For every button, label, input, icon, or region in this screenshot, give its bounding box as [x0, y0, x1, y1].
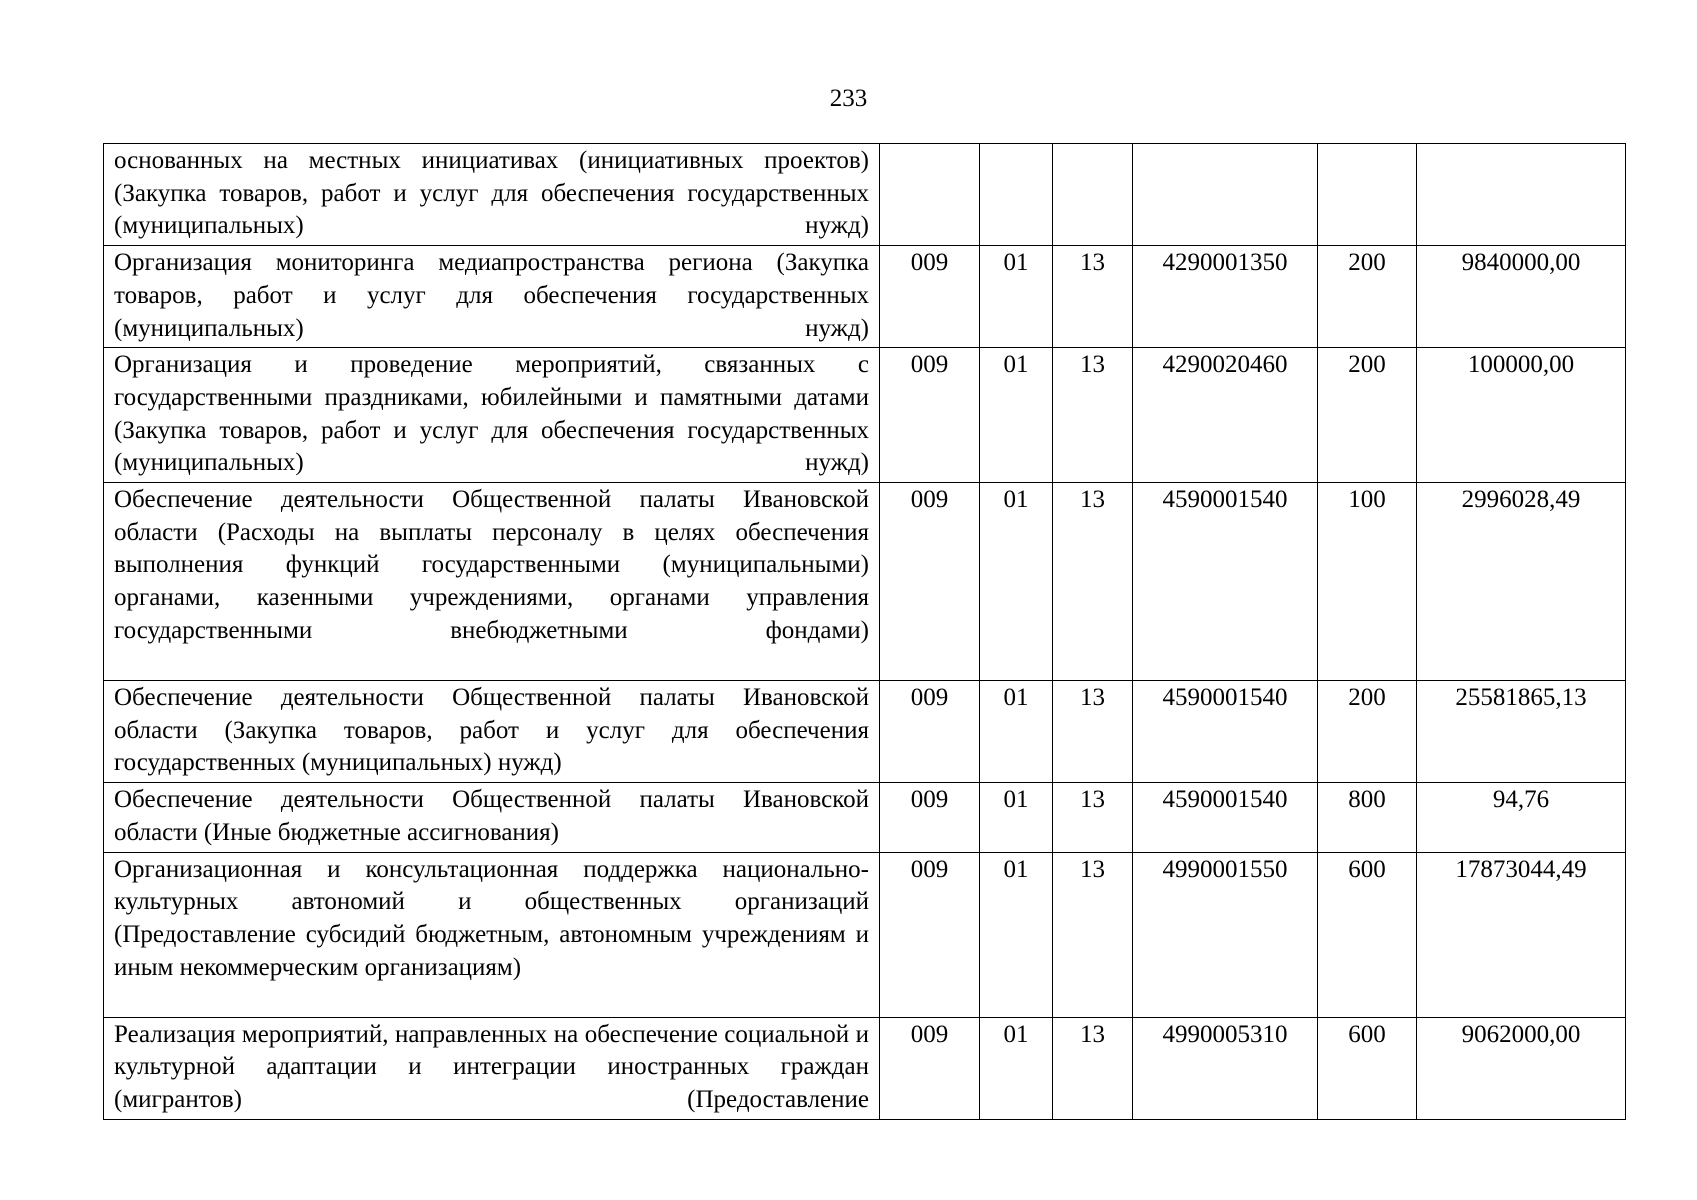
subsection-code: 13 — [1053, 483, 1133, 681]
table-row — [104, 246, 1626, 348]
section-code: 01 — [980, 348, 1053, 483]
ministry-code: 009 — [880, 681, 980, 783]
ministry-code: 009 — [880, 246, 980, 348]
subsection-code: 13 — [1053, 348, 1133, 483]
expense-type-code: 200 — [1318, 348, 1417, 483]
expense-type-code: 100 — [1318, 483, 1417, 681]
table-row — [104, 1017, 1626, 1119]
target-article-code: 4990005310 — [1133, 1017, 1318, 1119]
row-description: Организационная и консультационная поддержка национально-культурных автономий и общественных организаций (Предоставление субсидий бюджетным, автономным учреждениям и иным некоммерческим организациям) — [104, 852, 880, 1017]
row-description: Обеспечение деятельности Общественной палаты Ивановской области (Иные бюджетные ассигнования) — [104, 783, 880, 852]
target-article-code: 4990001550 — [1133, 852, 1318, 1017]
subsection-code: 13 — [1053, 783, 1133, 852]
amount-value: 25581865,13 — [1417, 681, 1626, 783]
table-row — [104, 348, 1626, 483]
subsection-code: 13 — [1053, 246, 1133, 348]
section-code: 01 — [980, 783, 1053, 852]
row-description: основанных на местных инициативах (инициативных проектов) (Закупка товаров, работ и услуг для обеспечения государственных (муниципальных) нужд) — [104, 144, 880, 246]
target-article-code: 4590001540 — [1133, 681, 1318, 783]
subsection-code: 13 — [1053, 852, 1133, 1017]
ministry-code: 009 — [880, 852, 980, 1017]
amount-value: 94,76 — [1417, 783, 1626, 852]
ministry-code: 009 — [880, 783, 980, 852]
target-article-code: 4590001540 — [1133, 783, 1318, 852]
table-row — [104, 681, 1626, 783]
section-code — [980, 144, 1053, 246]
section-code: 01 — [980, 681, 1053, 783]
amount-value: 9062000,00 — [1417, 1017, 1626, 1119]
table-row — [104, 483, 1626, 681]
amount-value: 17873044,49 — [1417, 852, 1626, 1017]
expense-type-code: 600 — [1318, 1017, 1417, 1119]
expense-type-code: 600 — [1318, 852, 1417, 1017]
ministry-code — [880, 144, 980, 246]
section-code: 01 — [980, 246, 1053, 348]
row-description: Реализация мероприятий, направленных на обеспечение социальной и культурной адаптации и интеграции иностранных граждан (мигрантов) (Предоставление — [104, 1017, 880, 1119]
expense-type-code: 200 — [1318, 681, 1417, 783]
row-description: Обеспечение деятельности Общественной палаты Ивановской области (Закупка товаров, работ и услуг для обеспечения государственных (муниципальных) нужд) — [104, 681, 880, 783]
section-code: 01 — [980, 852, 1053, 1017]
row-description: Обеспечение деятельности Общественной палаты Ивановской области (Расходы на выплаты персоналу в целях обеспечения выполнения функций государственными (муниципальными) органами, казенными учреждениями, органами управления государственными внебюджетными фондами) — [104, 483, 880, 681]
section-code: 01 — [980, 1017, 1053, 1119]
table-row — [104, 144, 1626, 246]
amount-value — [1417, 144, 1626, 246]
ministry-code: 009 — [880, 483, 980, 681]
amount-value: 2996028,49 — [1417, 483, 1626, 681]
table-row — [104, 852, 1626, 1017]
section-code: 01 — [980, 483, 1053, 681]
expense-type-code — [1318, 144, 1417, 246]
ministry-code: 009 — [880, 1017, 980, 1119]
amount-value: 9840000,00 — [1417, 246, 1626, 348]
target-article-code: 4590001540 — [1133, 483, 1318, 681]
table-row — [104, 783, 1626, 852]
budget-table — [103, 143, 1626, 1120]
row-description: Организация мониторинга медиапространства региона (Закупка товаров, работ и услуг для обеспечения государственных (муниципальных) нужд) — [104, 246, 880, 348]
expense-type-code: 200 — [1318, 246, 1417, 348]
amount-value: 100000,00 — [1417, 348, 1626, 483]
ministry-code: 009 — [880, 348, 980, 483]
page-number: 233 — [829, 85, 868, 112]
target-article-code: 4290001350 — [1133, 246, 1318, 348]
subsection-code: 13 — [1053, 681, 1133, 783]
row-description: Организация и проведение мероприятий, связанных с государственными праздниками, юбилейными и памятными датами (Закупка товаров, работ и услуг для обеспечения государственных (муниципальных) нужд) — [104, 348, 880, 483]
target-article-code — [1133, 144, 1318, 246]
subsection-code — [1053, 144, 1133, 246]
subsection-code: 13 — [1053, 1017, 1133, 1119]
expense-type-code: 800 — [1318, 783, 1417, 852]
target-article-code: 4290020460 — [1133, 348, 1318, 483]
